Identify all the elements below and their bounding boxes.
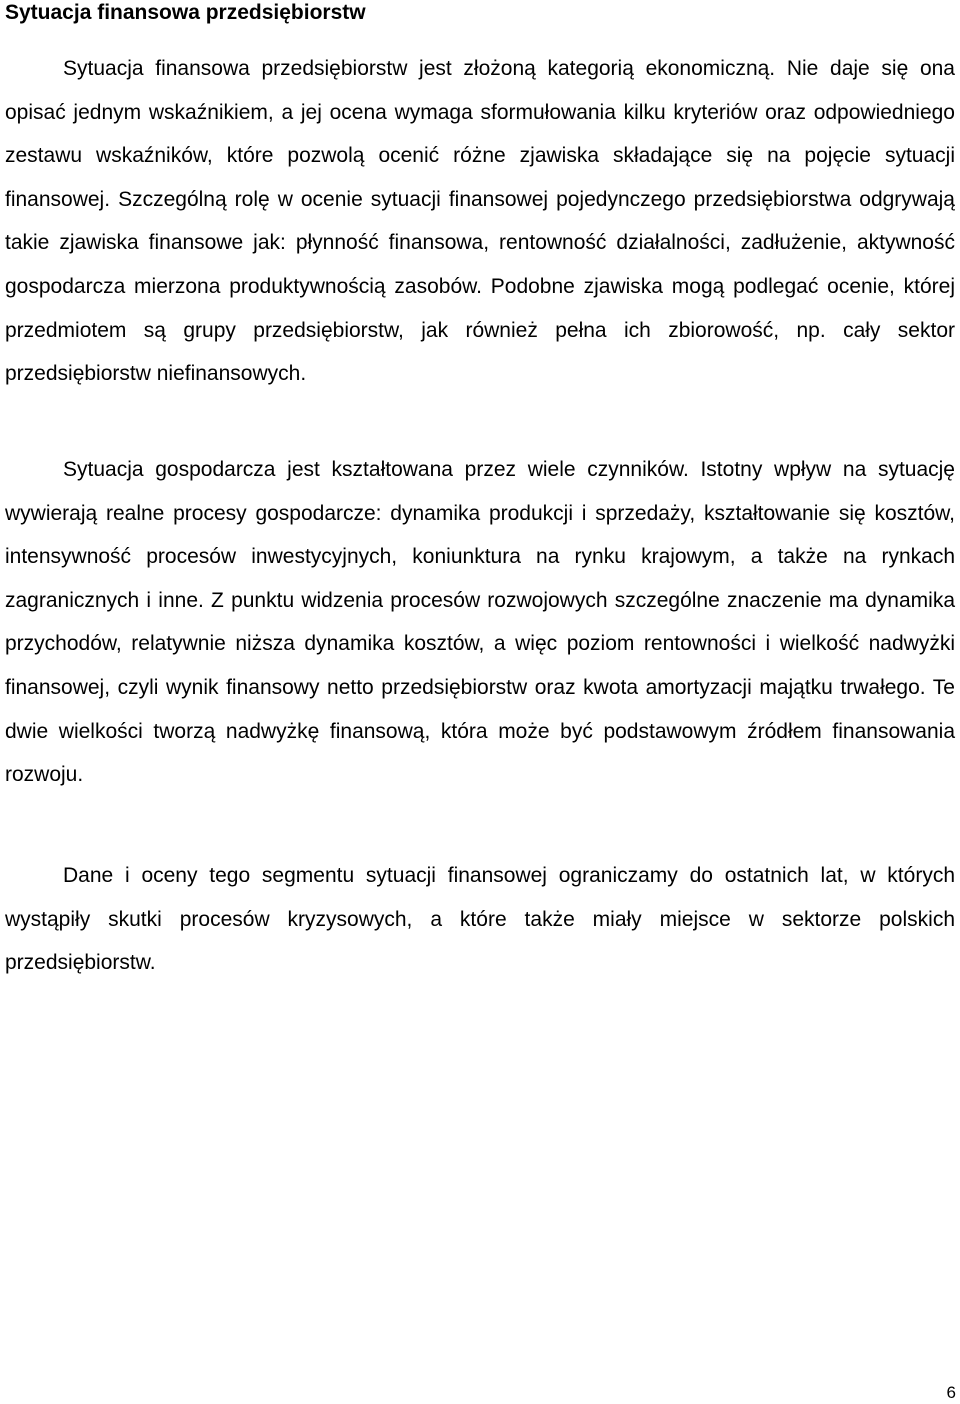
paragraph-economic-factors: Sytuacja gospodarcza jest kształtowana przez wiele czynników. Istotny wpływ na sytuację wywierają realne procesy gospodarcze: dynamika produkcji i sprzedaży, kształtowanie się kosztów, intensywność procesów inwestycyjnych, koniunktura na rynku krajowym, a także na rynkach zagranicznych i inne. Z punktu widzenia procesów rozwojowych szczególne znaczenie ma dynamika przychodów, relatywnie niższa dynamika kosztów, a więc poziom rentowności i wielkość nadwyżki finansowej, czyli wynik finansowy netto przedsiębiorstw oraz kwota amortyzacji majątku trwałego. Te dwie wielkości tworzą nadwyżkę finansową, która może być podstawowym źródłem finansowania rozwoju.	[5, 458, 955, 787]
page-title: Sytuacja finansowa przedsiębiorstw	[5, 1, 366, 24]
paragraph-financial-situation: Sytuacja finansowa przedsiębiorstw jest złożoną kategorią ekonomiczną. Nie daje się ona opisać jednym wskaźnikiem, a jej ocena wymaga sformułowania kilku kryteriów oraz odpowiedniego zestawu wskaźników, które pozwolą ocenić różne zjawiska składające się na pojęcie sytuacji finansowej. Szczególną rolę w ocenie sytuacji finansowej pojedynczego przedsiębiorstwa odgrywają takie zjawiska finansowe jak: płynność finansowa, rentowność działalności, zadłużenie, aktywność gospodarcza mierzona produktywnością zasobów. Podobne zjawiska mogą podlegać ocenie, której przedmiotem są grupy przedsiębiorstw, jak również pełna ich zbiorowość, np. cały sektor przedsiębiorstw niefinansowych.	[5, 57, 955, 386]
paragraph-data-scope: Dane i oceny tego segmentu sytuacji finansowej ograniczamy do ostatnich lat, w których wystąpiły skutki procesów kryzysowych, a które także miały miejsce w sektorze polskich przedsiębiorstw.	[5, 864, 955, 975]
page-number: 6	[946, 1383, 956, 1402]
